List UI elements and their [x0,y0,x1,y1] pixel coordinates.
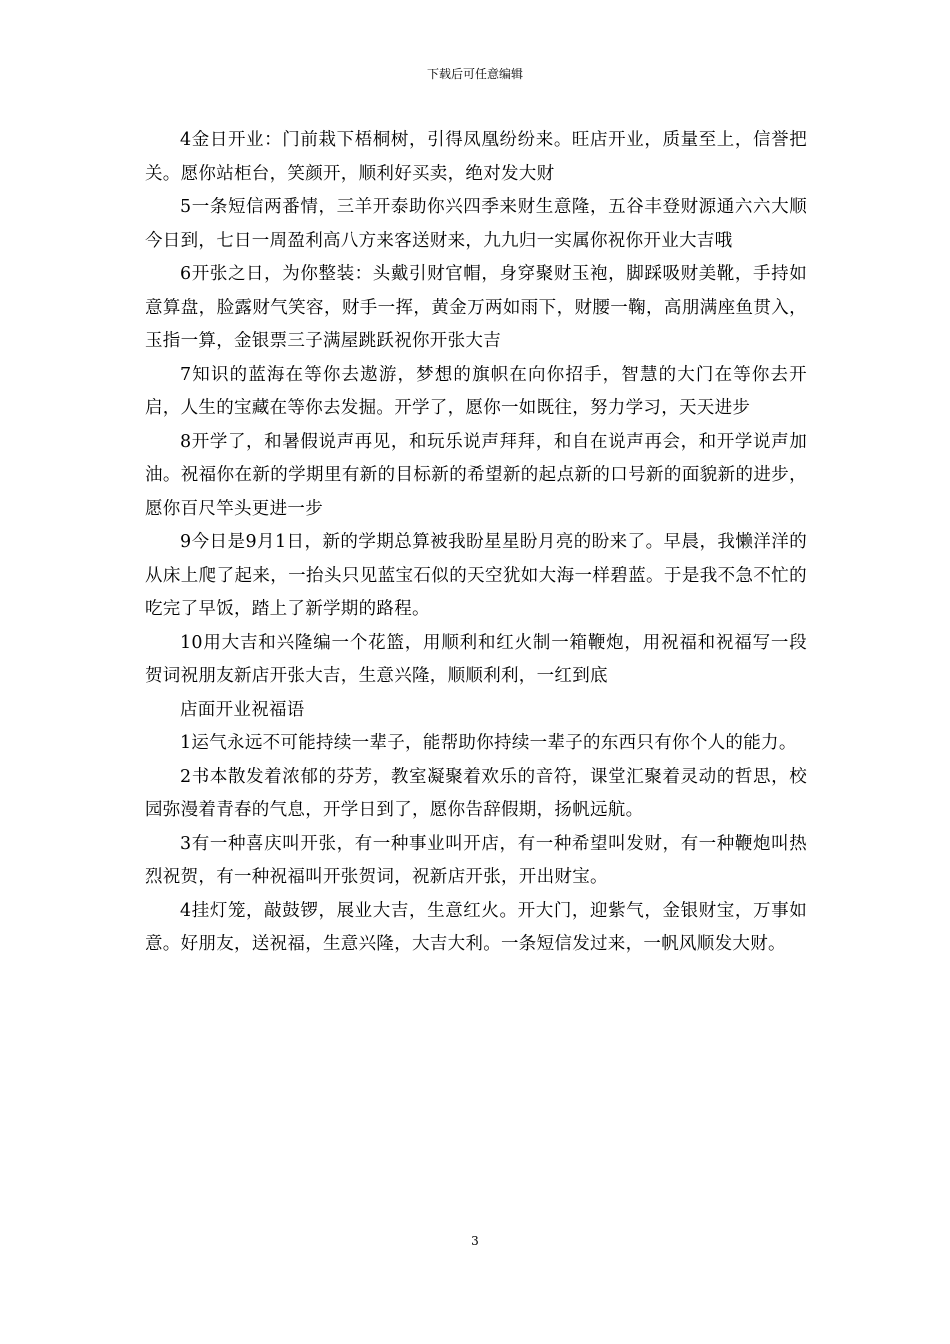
paragraph-10: 3有一种喜庆叫开张，有一种事业叫开店，有一种希望叫发财，有一种鞭炮叫热烈祝贺，有一种祝福叫开张贺词，祝新店开张，开出财宝。 [145,833,807,887]
paragraph-7: 10用大吉和兴隆编一个花篮，用顺利和红火制一箱鞭炮，用祝福和祝福写一段贺词祝朋友新店开张大吉，生意兴隆，顺顺利利，一红到底 [145,632,807,686]
paragraph-5: 8开学了，和暑假说声再见，和玩乐说声拜拜，和自在说声再会，和开学说声加油。祝福你在新的学期里有新的目标新的希望新的起点新的口号新的面貌新的进步，愿你百尺竿头更进一步 [145,431,807,519]
paragraph-3: 6开张之日，为你整装：头戴引财官帽，身穿聚财玉袍，脚踩吸财美靴，手持如意算盘，脸露财气笑容，财手一挥，黄金万两如雨下，财腰一鞠，高朋满座鱼贯入，玉指一算，金银票三子满屋跳跃祝你开张大吉 [145,264,807,351]
page-number: 3 [471,1234,479,1248]
section-heading: 店面开业祝福语 [180,699,305,720]
paragraph-6: 9今日是9月1日，新的学期总算被我盼星星盼月亮的盼来了。早晨，我懒洋洋的从床上爬了起来，一抬头只见蓝宝石似的天空犹如大海一样碧蓝。于是我不急不忙的吃完了早饭，踏上了新学期的路程。 [145,532,807,619]
paragraph-1: 4金日开业：门前栽下梧桐树，引得凤凰纷纷来。旺店开业，质量至上，信誉把关。愿你站柜台，笑颜开，顺利好买卖，绝对发大财 [145,130,807,184]
paragraph-8: 1运气永远不可能持续一辈子，能帮助你持续一辈子的东西只有你个人的能力。 [180,733,797,753]
paragraph-4: 7知识的蓝海在等你去遨游，梦想的旗帜在向你招手，智慧的大门在等你去开启，人生的宝藏在等你去发掘。开学了，愿你一如既往，努力学习，天天进步 [145,364,807,418]
paragraph-9: 2书本散发着浓郁的芬芳，教室凝聚着欢乐的音符，课堂汇聚着灵动的哲思，校园弥漫着青春的气息，开学日到了，愿你告辞假期，扬帆远航。 [145,766,807,820]
page-header: 下载后可任意编辑 [426,67,523,81]
document-body [145,124,807,962]
paragraph-2: 5一条短信两番情，三羊开泰助你兴四季来财生意隆，五谷丰登财源通六六大顺今日到，七日一周盈利高八方来客送财来，九九归一实属你祝你开业大吉哦 [145,197,807,251]
paragraph-11: 4挂灯笼，敲鼓锣，展业大吉，生意红火。开大门，迎紫气，金银财宝，万事如意。好朋友，送祝福，生意兴隆，大吉大利。一条短信发过来，一帆风顺发大财。 [145,900,807,954]
